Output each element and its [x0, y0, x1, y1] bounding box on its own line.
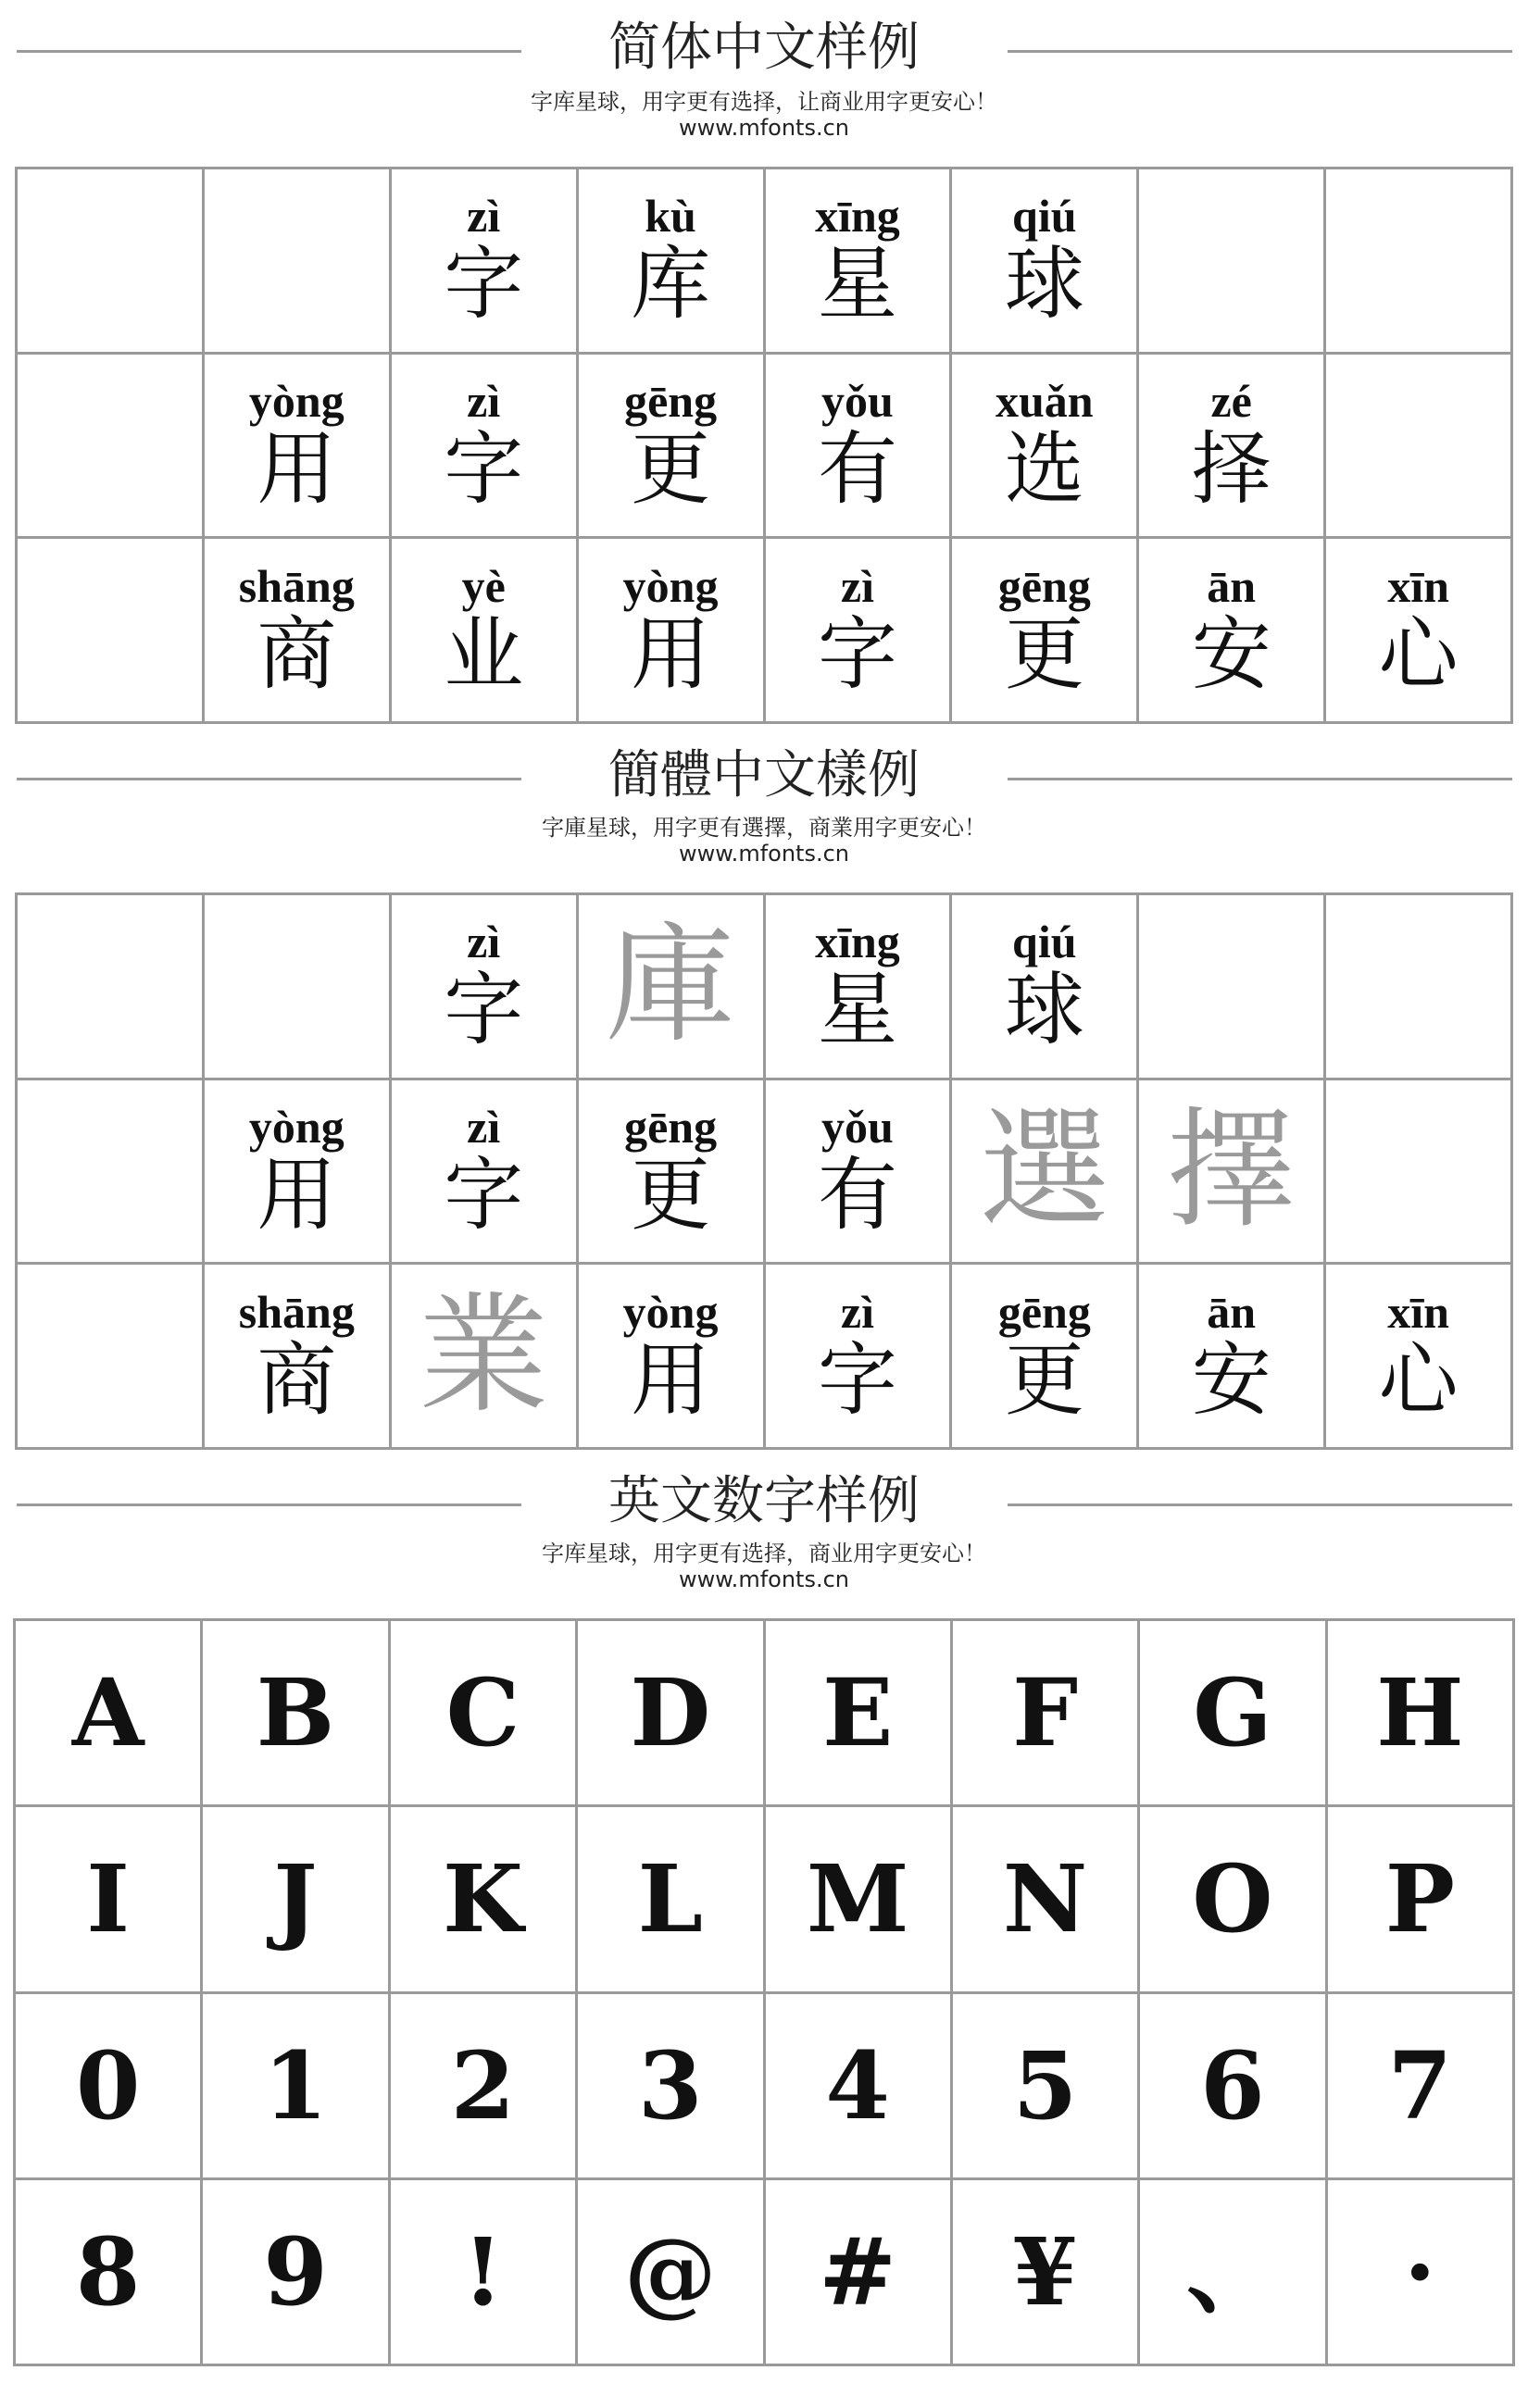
grid-cell	[202, 1620, 389, 1806]
sample-glyph: 9	[263, 2216, 328, 2327]
sample-glyph: F	[1012, 1658, 1079, 1768]
grid-cell	[15, 1620, 202, 1806]
sample-character: 字	[444, 238, 524, 331]
section-url: www.mfonts.cn	[679, 841, 849, 867]
sample-glyph: ·	[1403, 2216, 1436, 2327]
grid-cell	[1326, 1992, 1513, 2178]
pinyin-label: xīn	[1387, 559, 1449, 612]
sample-glyph: 6	[1200, 2030, 1265, 2140]
pinyin-label: ān	[1207, 559, 1257, 612]
sample-glyph: C	[445, 1658, 520, 1768]
sample-glyph: 7	[1387, 2030, 1453, 2140]
pinyin-label: zé	[1210, 374, 1252, 427]
sample-glyph: N	[1002, 1844, 1088, 1954]
sample-character: 更	[631, 1148, 711, 1241]
pinyin-label: yǒu	[821, 1100, 894, 1153]
sample-glyph: 2	[450, 2030, 516, 2140]
pinyin-label: yè	[461, 559, 506, 612]
grid-cell	[1326, 2178, 1513, 2364]
fallback-character: 選	[979, 1094, 1109, 1246]
pinyin-label: qiú	[1012, 190, 1077, 243]
grid-cell	[951, 1620, 1138, 1806]
sample-character: 用	[631, 1333, 711, 1427]
sample-glyph: B	[256, 1658, 335, 1768]
sample-glyph: P	[1384, 1844, 1455, 1954]
sample-character: 用	[257, 1148, 337, 1241]
pinyin-label: yòng	[622, 1285, 719, 1338]
sample-character: 字	[444, 1148, 524, 1241]
sample-character: 字	[444, 964, 524, 1057]
grid-cell	[389, 1806, 576, 1992]
grid-cell	[1139, 1620, 1326, 1806]
sample-glyph: O	[1192, 1844, 1273, 1954]
pinyin-label: xīng	[815, 916, 900, 968]
sample-character: 用	[631, 607, 711, 701]
grid-cell	[951, 1992, 1138, 2178]
fallback-character: 庫	[606, 910, 736, 1062]
sample-character: 更	[1004, 1333, 1084, 1427]
fallback-character: 擇	[1166, 1094, 1296, 1246]
grid-cell	[1139, 1806, 1326, 1992]
sample-character: 星	[817, 964, 897, 1057]
grid-cell	[389, 1992, 576, 2178]
sample-character: 用	[257, 422, 337, 516]
sample-character: 字	[444, 422, 524, 516]
pinyin-label: xīn	[1387, 1285, 1449, 1338]
pinyin-label: shāng	[238, 1285, 355, 1338]
sample-character: 球	[1004, 238, 1084, 331]
grid-cell	[389, 1620, 576, 1806]
section-url: www.mfonts.cn	[679, 115, 849, 141]
sample-glyph: 4	[825, 2030, 890, 2140]
pinyin-label: yòng	[248, 1100, 344, 1153]
pinyin-label: yòng	[248, 374, 344, 427]
sample-character: 更	[1004, 607, 1084, 701]
grid-cell	[764, 1806, 951, 1992]
pinyin-label: zì	[840, 1285, 874, 1338]
grid-cell	[1139, 1992, 1326, 2178]
sample-glyph: 、	[1185, 2216, 1279, 2327]
grid-cell	[15, 1806, 202, 1992]
grid-cell	[764, 1992, 951, 2178]
sample-glyph: D	[630, 1658, 711, 1768]
sample-character: 商	[257, 1333, 337, 1427]
grid-cell	[764, 2178, 951, 2364]
sample-glyph: 0	[75, 2030, 141, 2140]
sample-glyph: E	[822, 1658, 894, 1768]
sample-glyph: L	[637, 1844, 703, 1954]
sample-glyph: 5	[1012, 2030, 1078, 2140]
sample-character: 选	[1004, 422, 1084, 516]
section-subtitle: 字庫星球，用字更有選擇，商業用字更安心！	[542, 815, 986, 841]
pinyin-label: yòng	[622, 559, 719, 612]
sample-glyph: K	[442, 1844, 523, 1954]
section-subtitle: 字库星球，用字更有选择，商业用字更安心！	[542, 1541, 986, 1566]
pinyin-label: zì	[467, 190, 501, 243]
grid-cell	[577, 1806, 764, 1992]
grid-cell	[577, 2178, 764, 2364]
sample-character: 字	[817, 607, 897, 701]
sample-character: 心	[1378, 607, 1459, 701]
grid-row	[15, 1992, 1514, 2178]
grid-row	[15, 1806, 1514, 1992]
sample-character: 有	[817, 422, 897, 516]
grid-cell	[389, 2178, 576, 2364]
section-url: www.mfonts.cn	[679, 1566, 849, 1592]
sample-glyph: ¥	[1012, 2216, 1078, 2327]
grid-cell	[951, 2178, 1138, 2364]
grid-cell	[15, 1992, 202, 2178]
sample-glyph: H	[1376, 1658, 1464, 1768]
section-title: 简体中文样例	[608, 18, 920, 78]
grid-cell	[1326, 1806, 1513, 1992]
pinyin-label: kù	[645, 190, 696, 243]
grid-cell	[202, 1806, 389, 1992]
grid-cell	[1139, 2178, 1326, 2364]
grid-cell	[951, 1806, 1138, 1992]
grid-row	[15, 1620, 1514, 1806]
sample-character: 择	[1191, 422, 1271, 516]
sample-glyph: !	[462, 2216, 504, 2327]
sample-character: 商	[257, 607, 337, 701]
sample-glyph: #	[819, 2216, 897, 2327]
pinyin-label: xuǎn	[996, 374, 1094, 427]
pinyin-label: zì	[467, 374, 501, 427]
pinyin-label: zì	[467, 916, 501, 968]
pinyin-label: ān	[1207, 1285, 1257, 1338]
sample-glyph: 1	[263, 2030, 328, 2140]
sample-glyph: J	[273, 1844, 318, 1954]
sample-character: 安	[1191, 607, 1271, 701]
grid-row	[15, 2178, 1514, 2364]
grid-cell	[15, 2178, 202, 2364]
section-title: 英文数字样例	[608, 1471, 920, 1531]
pinyin-label: gēng	[624, 374, 718, 427]
pinyin-label: xīng	[815, 190, 900, 243]
pinyin-label: gēng	[997, 559, 1091, 612]
pinyin-label: zì	[840, 559, 874, 612]
sample-character: 库	[631, 238, 711, 331]
grid-cell	[577, 1992, 764, 2178]
pinyin-label: zì	[467, 1100, 501, 1153]
sample-character: 安	[1191, 1333, 1271, 1427]
sample-character: 球	[1004, 964, 1084, 1057]
grid-cell	[202, 1992, 389, 2178]
sample-glyph: M	[806, 1844, 909, 1954]
grid-cell	[764, 1620, 951, 1806]
fallback-character: 業	[419, 1279, 549, 1431]
sample-glyph: 3	[638, 2030, 703, 2140]
sample-character: 有	[817, 1148, 897, 1241]
glyph-grid	[13, 1618, 1515, 2366]
sample-glyph: I	[86, 1844, 131, 1954]
pinyin-label: yǒu	[821, 374, 894, 427]
sample-character: 星	[817, 238, 897, 331]
sample-character: 心	[1378, 1333, 1459, 1427]
sample-character: 业	[444, 607, 524, 701]
section-subtitle: 字库星球，用字更有选择，让商业用字更安心！	[531, 89, 997, 115]
sample-glyph: 8	[75, 2216, 141, 2327]
pinyin-label: shāng	[238, 559, 355, 612]
pinyin-label: gēng	[624, 1100, 718, 1153]
section-title: 簡體中文樣例	[608, 745, 920, 805]
grid-cell	[577, 1620, 764, 1806]
pinyin-label: gēng	[997, 1285, 1091, 1338]
sample-glyph: G	[1193, 1658, 1272, 1768]
sample-glyph: A	[71, 1658, 144, 1768]
grid-cell	[202, 2178, 389, 2364]
sample-character: 更	[631, 422, 711, 516]
sample-character: 字	[817, 1333, 897, 1427]
pinyin-label: qiú	[1012, 916, 1077, 968]
grid-cell	[1326, 1620, 1513, 1806]
sample-glyph: @	[623, 2216, 717, 2327]
